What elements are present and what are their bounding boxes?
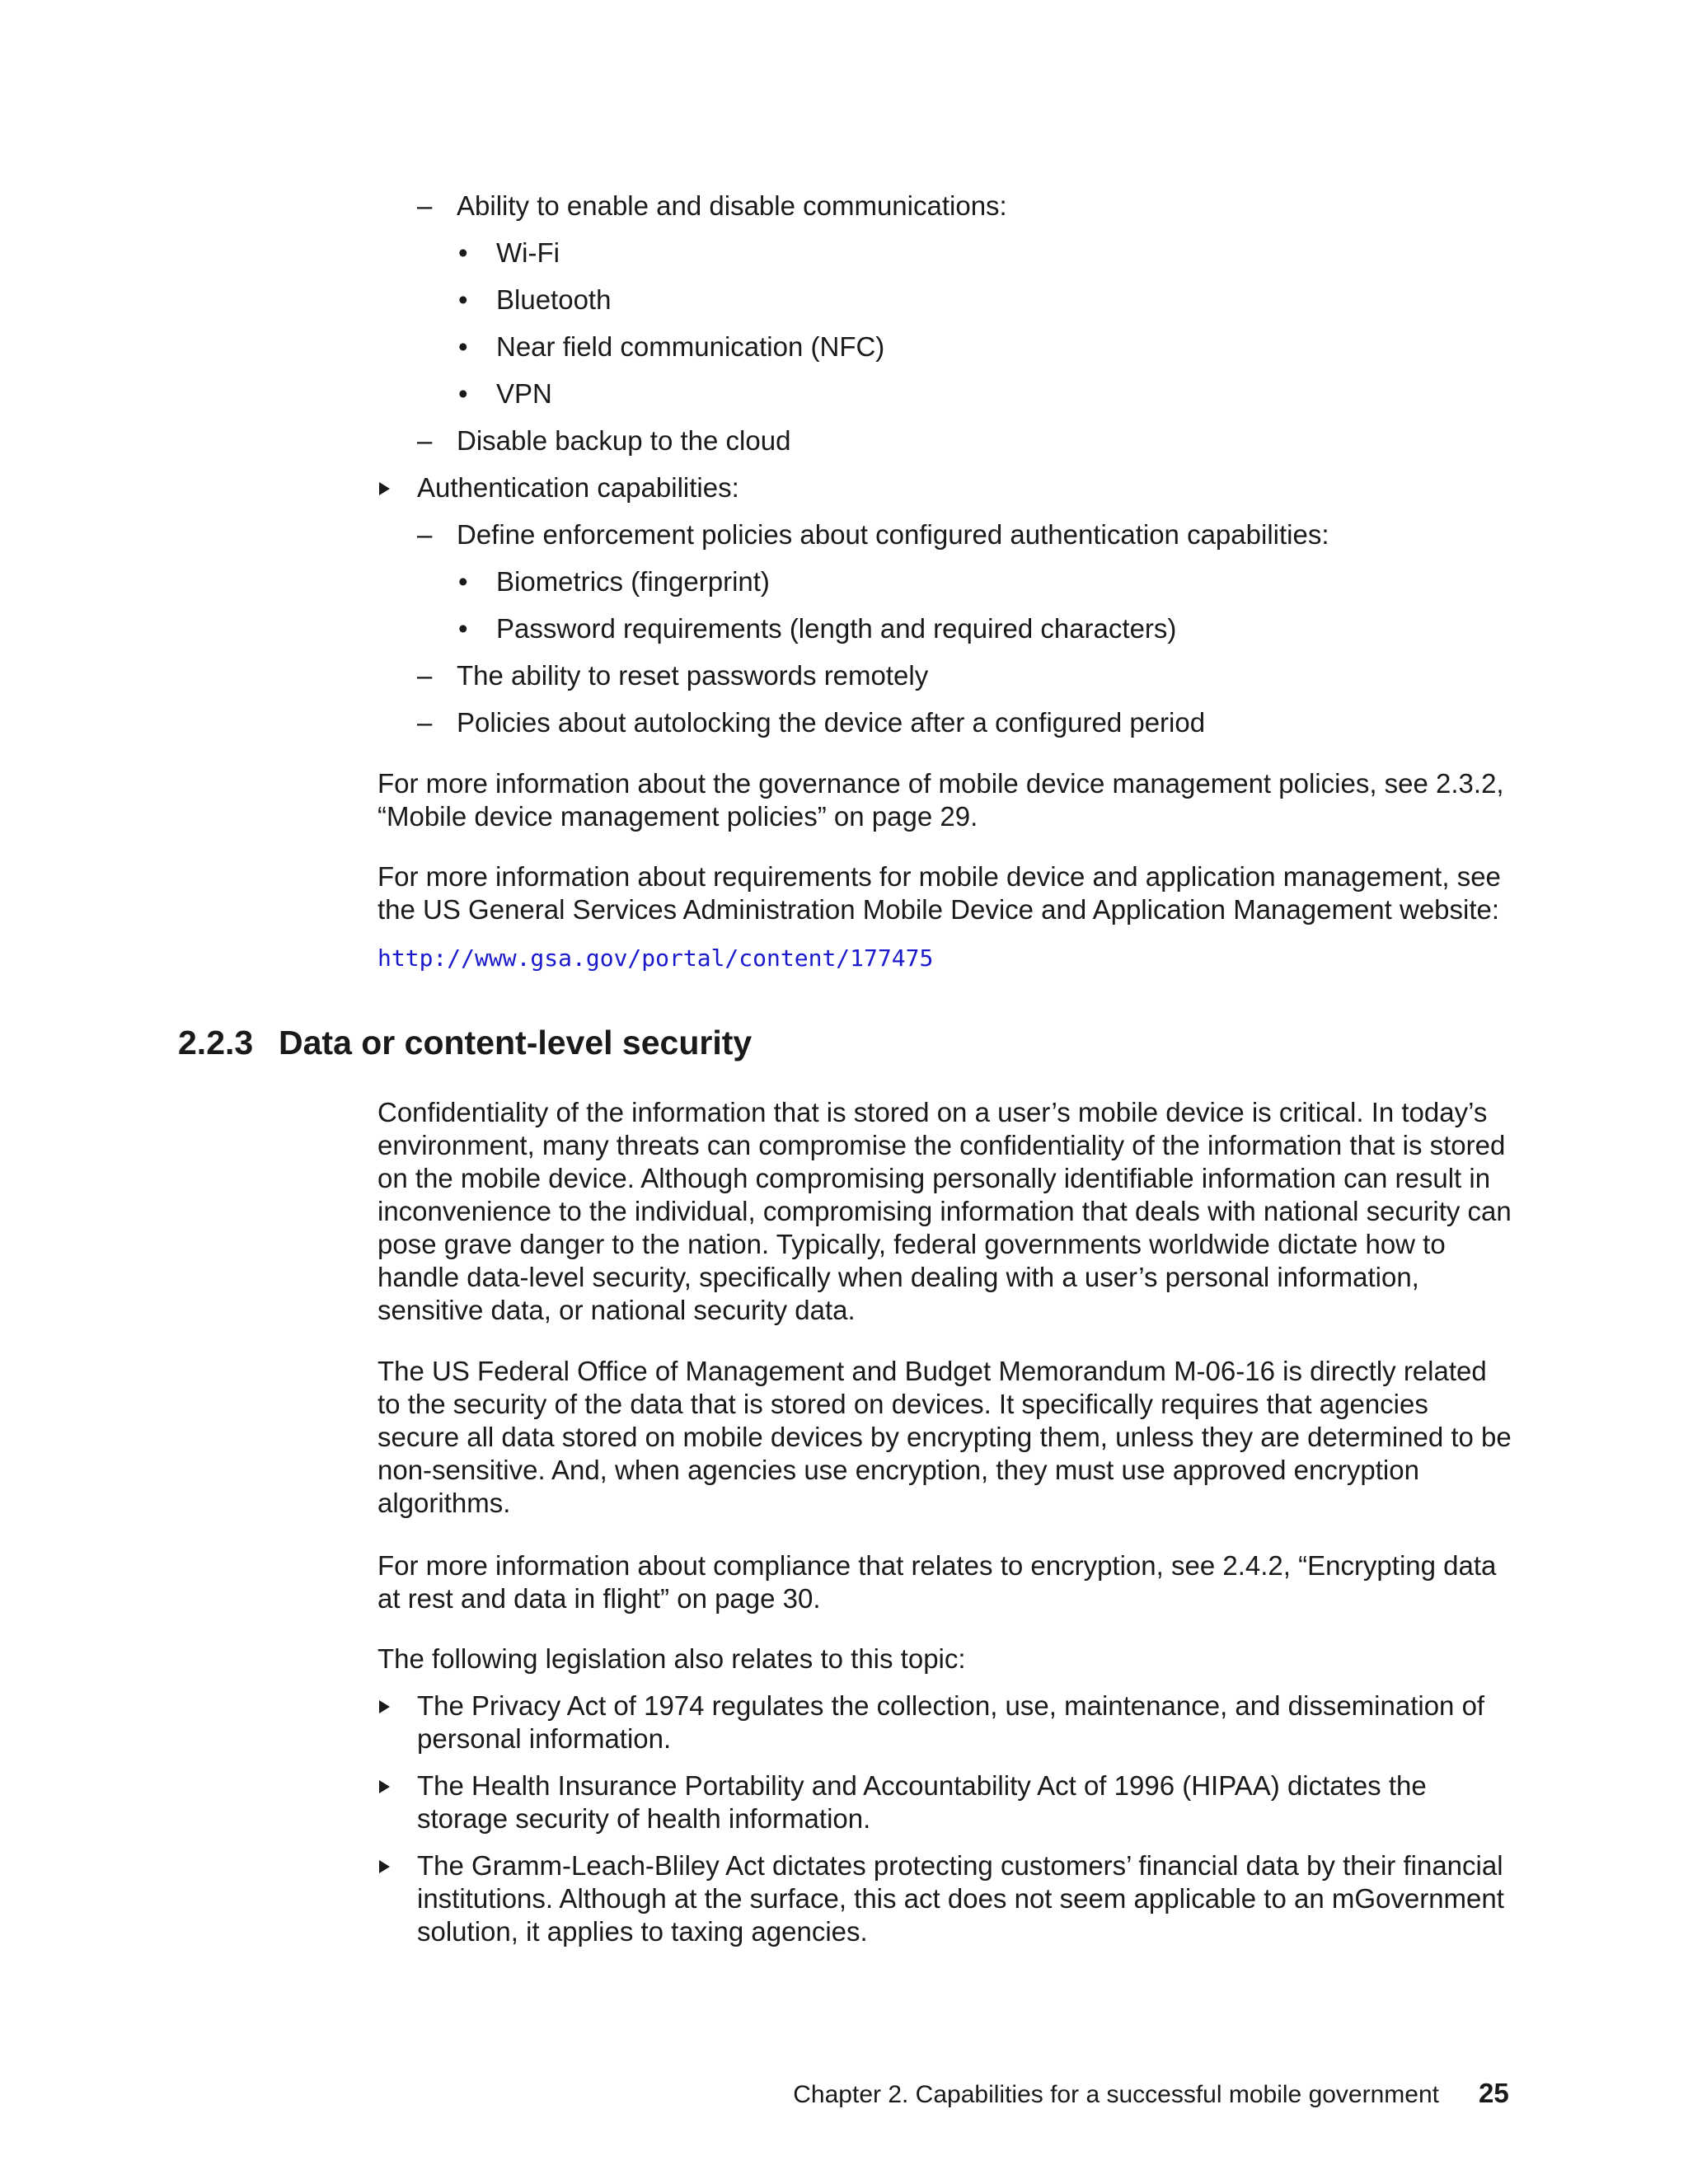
paragraph-governance: For more information about the governance of mobile device management policies, see 2.3.2, “Mobile device management policies” on page 29. — [377, 768, 1504, 832]
triangle-bullet-icon — [379, 1780, 390, 1793]
list-item-biometrics: Biometrics (fingerprint) — [496, 566, 770, 597]
page-number: 25 — [1479, 2078, 1509, 2108]
bullet-marker: • — [458, 331, 468, 362]
list-item-hipaa: The Health Insurance Portability and Accountability Act of 1996 (HIPAA) dictates the storage security of health information. — [417, 1770, 1427, 1834]
dash-marker: – — [417, 425, 433, 456]
section-heading — [178, 1022, 752, 1063]
section-title: Data or content-level security — [279, 1024, 753, 1062]
triangle-bullet-icon — [379, 1860, 390, 1873]
triangle-bullet-icon — [379, 1700, 390, 1713]
list-item-vpn: VPN — [496, 378, 552, 409]
list-item-nfc: Near field communication (NFC) — [496, 331, 885, 362]
bullet-marker: • — [458, 284, 468, 315]
paragraph-legislation-intro: The following legislation also relates to this topic: — [377, 1643, 966, 1674]
paragraph-omb-memorandum: The US Federal Office of Management and Budget Memorandum M-06-16 is directly related to the security of the data that is stored on devices. It specifically requires that agencies secure all data stored on mobile devices by encrypting them, unless they are determined to be non-sensitive. And, when agencies use encryption, they must use approved encryption algorithms. — [377, 1356, 1512, 1518]
list-item-wifi: Wi-Fi — [496, 237, 560, 268]
bullet-marker: • — [458, 566, 468, 597]
list-item-bluetooth: Bluetooth — [496, 284, 612, 315]
dash-marker: – — [417, 660, 433, 691]
list-item-privacy-act: The Privacy Act of 1974 regulates the collection, use, maintenance, and dissemination of personal information. — [417, 1690, 1485, 1754]
bullet-marker: • — [458, 613, 468, 644]
list-item-password: Password requirements (length and required characters) — [496, 613, 1177, 644]
triangle-bullet-icon — [379, 482, 390, 495]
paragraph-encryption-compliance: For more information about compliance that relates to encryption, see 2.4.2, “Encrypting data at rest and data in flight” on page 30. — [377, 1550, 1497, 1614]
paragraph-requirements: For more information about requirements for mobile device and application management, see the US General Services Administration Mobile Device and Application Management website: — [377, 861, 1501, 925]
gsa-link[interactable]: http://www.gsa.gov/portal/content/177475 — [377, 944, 934, 972]
list-item-gramm-leach-bliley: The Gramm-Leach-Bliley Act dictates protecting customers’ financial data by their financial institutions. Although at the surface, this act does not seem applicable to an mGovernment solution, it applies to taxing agencies. — [417, 1850, 1504, 1947]
list-item-enforcement: Define enforcement policies about configured authentication capabilities: — [457, 519, 1329, 550]
list-item-authentication: Authentication capabilities: — [417, 472, 739, 503]
dash-marker: – — [417, 707, 433, 738]
section-number: 2.2.3 — [178, 1024, 254, 1062]
footer-chapter-title: Chapter 2. Capabilities for a successful mobile government — [793, 2081, 1439, 2108]
list-item-backup: Disable backup to the cloud — [457, 425, 791, 456]
dash-marker: – — [417, 519, 433, 550]
bullet-marker: • — [458, 237, 468, 268]
paragraph-confidentiality: Confidentiality of the information that is stored on a user’s mobile device is critical. In today’s environment, many threats can compromise the confidentiality of the information that is stored on the mobile device. Although compromising personally identifiable information can result in inconvenience to the individual, compromising information that deals with national security can pose grave danger to the nation. Typically, federal governments worldwide dictate how to handle data-level security, specifically when dealing with a user’s personal information, sensitive data, or national security data. — [377, 1097, 1512, 1325]
list-item-autolock: Policies about autolocking the device after a configured period — [457, 707, 1206, 738]
list-item-communications: Ability to enable and disable communications: — [457, 190, 1007, 221]
list-item-reset: The ability to reset passwords remotely — [457, 660, 929, 691]
bullet-marker: • — [458, 378, 468, 409]
dash-marker: – — [417, 190, 433, 221]
